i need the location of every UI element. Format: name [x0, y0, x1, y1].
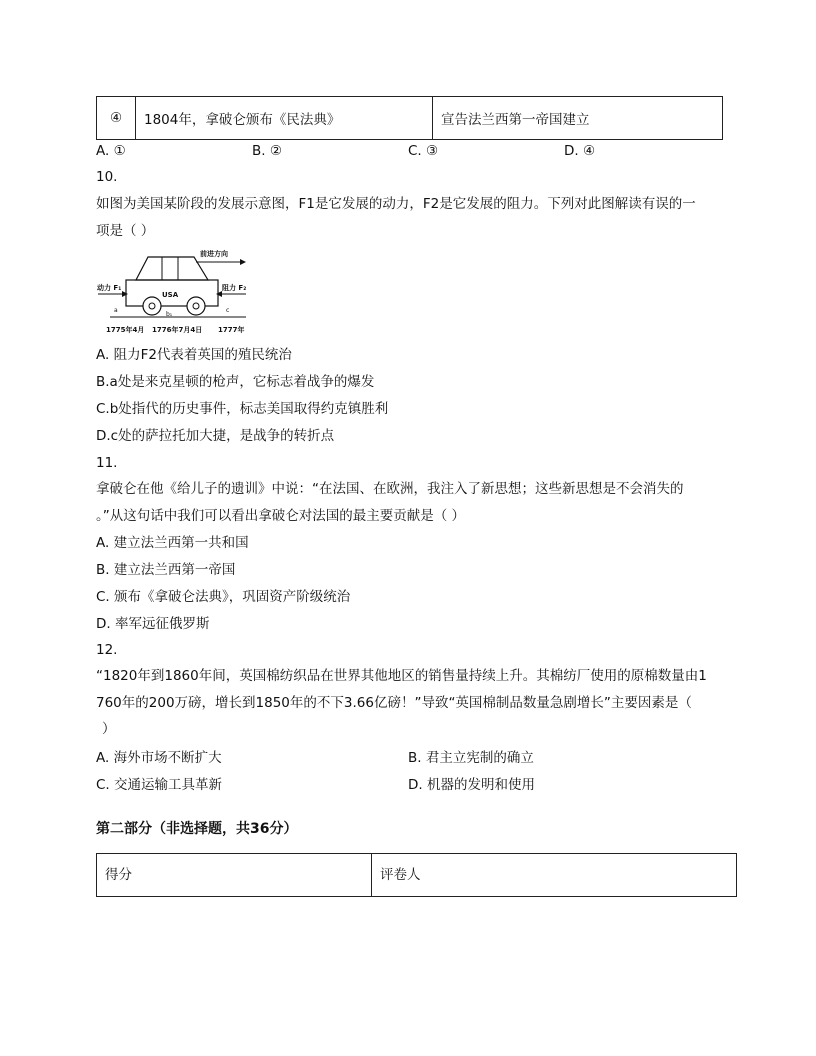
- grader-cell: [372, 854, 737, 897]
- q9-option-d: D. ④: [564, 143, 596, 159]
- q10-number: 10.: [96, 169, 118, 185]
- q9-option-b: B. ②: [252, 143, 282, 159]
- part2-heading: 第二部分（非选择题，共36分）: [96, 821, 298, 837]
- q11-stem-line2: 。”从这句话中我们可以看出拿破仑对法国的最主要贡献是（ ）: [96, 508, 466, 524]
- q10-stem-line1: 如图为美国某阶段的发展示意图，F1是它发展的动力，F2是它发展的阻力。下列对此图解读有误的一: [96, 196, 696, 212]
- q9-option-a: A. ①: [96, 143, 126, 159]
- point-c: c: [226, 307, 230, 314]
- q12-stem-line2: 760年的200万磅，增长到1850年的不下3.66亿磅！”导致“英国棉制品数量急剧增长”主要因素是（: [96, 695, 692, 711]
- q11-option-c: C. 颁布《拿破仑法典》，巩固资产阶级统治: [96, 589, 351, 605]
- q11-option-d: D. 率军远征俄罗斯: [96, 616, 210, 632]
- score-label: 得分: [105, 867, 132, 883]
- car-label: USA: [162, 291, 179, 299]
- table-cell-num: ④: [97, 97, 136, 140]
- q12-option-b: B. 君主立宪制的确立: [408, 750, 534, 766]
- right-force-label: 阻力 F₂: [222, 284, 247, 292]
- q12-stem-line1: “1820年到1860年间，英国棉纺织品在世界其他地区的销售量持续上升。其棉纺厂使用的原棉数量由1: [96, 668, 707, 684]
- q10-option-c: C.b处指代的历史事件，标志美国取得约克镇胜利: [96, 401, 389, 417]
- score-table: [96, 853, 737, 897]
- usa-car-figure: [96, 244, 256, 336]
- q10-option-d: D.c处的萨拉托加大捷，是战争的转折点: [96, 428, 335, 444]
- q12-option-d: D. 机器的发明和使用: [408, 777, 535, 793]
- q12-stem-line3: ）: [102, 721, 116, 737]
- q11-number: 11.: [96, 455, 118, 471]
- q9-option-c: C. ③: [408, 143, 439, 159]
- table-cell-result: 宣告法兰西第一帝国建立: [433, 97, 723, 140]
- q11-stem-line1: 拿破仑在他《给儿子的遗训》中说：“在法国、在欧洲，我注入了新思想；这些新思想是不会消失的: [96, 481, 684, 497]
- date-1: 1775年4月: [106, 326, 145, 334]
- q12-option-c: C. 交通运输工具革新: [96, 777, 223, 793]
- point-b: b₁: [166, 311, 173, 318]
- q10-option-a: A. 阻力F2代表着英国的殖民统治: [96, 347, 292, 363]
- q11-option-a: A. 建立法兰西第一共和国: [96, 535, 249, 551]
- left-force-label: 动力 F₁: [97, 284, 122, 292]
- q11-option-b: B. 建立法兰西第一帝国: [96, 562, 236, 578]
- point-a: a: [114, 307, 118, 314]
- table-cell-event: 1804年，拿破仑颁布《民法典》: [136, 97, 433, 140]
- events-table: [96, 96, 723, 140]
- q10-option-b: B.a处是来克星顿的枪声，它标志着战争的爆发: [96, 374, 375, 390]
- q10-stem-line2: 项是（ ）: [96, 223, 155, 239]
- q12-option-a: A. 海外市场不断扩大: [96, 750, 222, 766]
- date-2: 1776年7月4日: [152, 326, 203, 334]
- q12-number: 12.: [96, 642, 118, 658]
- date-3: 1777年: [218, 326, 245, 334]
- direction-label: 前进方向: [200, 250, 228, 258]
- grader-label: 评卷人: [380, 867, 421, 883]
- score-cell: [97, 854, 372, 897]
